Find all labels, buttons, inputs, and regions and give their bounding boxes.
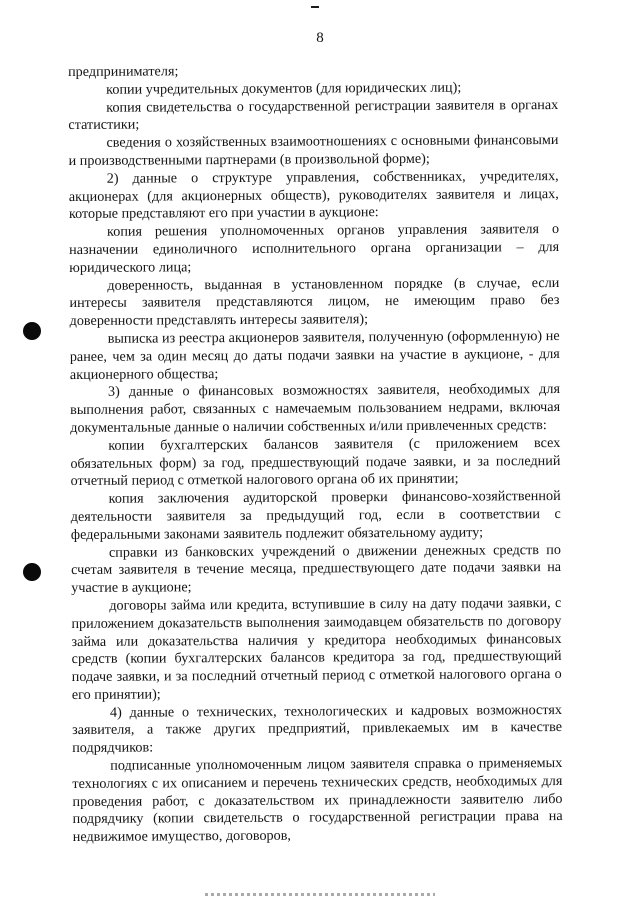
paragraph: сведения о хозяйственных взаимоотношениях с основными финансовыми и производственными партнерами (в произвольной форме); bbox=[68, 132, 559, 169]
paragraph-continuation: предпринимателя; bbox=[68, 63, 179, 80]
top-edge-mark bbox=[311, 6, 319, 8]
page-number: 8 bbox=[316, 30, 324, 46]
paragraph: подписанные уполномоченным лицом заявителя справка о применяемых технологиях с их описанием и перечень технических средств, необходимых для проведения работ, с доказательством их принадлежности заявителю либо подрядчику (копии свидетельств о государственной регистрации права на недвижимое имущество, договоров, bbox=[72, 755, 563, 846]
document-body bbox=[68, 61, 563, 847]
paragraph: копия решения уполномоченных органов управления заявителя о назначении единоличного исполнительного органа организации – для юридического лица; bbox=[69, 221, 560, 276]
paragraph: копия заключения аудиторской проверки финансово-хозяйственной деятельности заявителя за предыдущий год, если в соответствии с федеральными законами заявитель подлежит обязательному аудиту; bbox=[70, 488, 561, 543]
paragraph: 4) данные о технических, технологических и кадровых возможностях заявителя, а также других предприятий, привлекаемых им в качестве подрядчиков: bbox=[72, 701, 563, 757]
paragraph: копия свидетельства о государственной регистрации заявителя в органах статистики; bbox=[68, 96, 559, 134]
paragraph: выписка из реестра акционеров заявителя, полученную (оформленную) не ранее, чем за один месяц до даты подачи заявки на участие в аукционе, - для акционерного общества; bbox=[69, 327, 560, 383]
punch-hole bbox=[23, 563, 41, 581]
paragraph: 3) данные о финансовых возможностях заявителя, необходимых для выполнения работ, связанных с намечаемым пользованием недрами, включая документальные данные о наличии собственных и/или привлеченных средств: bbox=[70, 381, 561, 436]
bottom-scan-artifact bbox=[205, 893, 435, 896]
paragraph: копии бухгалтерских балансов заявителя (с приложением всех обязательных форм) за год, предшествующий подаче заявки, и за последний отчетный период с отметкой налогового органа об их принятии; bbox=[70, 434, 561, 490]
paragraph: доверенность, выданная в установленном порядке (в случае, если интересы заявителя представляются лицом, не имеющим право без доверенности представлять интересы заявителя); bbox=[69, 274, 560, 330]
paragraph: договоры займа или кредита, вступившие в силу на дату подачи заявки, с приложением доказательств выполнения заимодавцем обязательств по договору займа или доказательства наличия у кредитора необходимых финансовых средств (копии бухгалтерских балансов кредитора за год, предшествующий подаче заявки, и за последний отчетный период с отметкой налогового органа о его принятии); bbox=[71, 594, 562, 703]
paragraph: справки из банковских учреждений о движении денежных средств по счетам заявителя в течение месяца, предшествующего дате подачи заявки на участие в аукционе; bbox=[71, 541, 562, 597]
paragraph: 2) данные о структуре управления, собственниках, учредителях, акционерах (для акционерных обществ), руководителях заявителя и лицах, которые представляют его при участии в аукционе: bbox=[68, 167, 559, 223]
paragraph: копии учредительных документов (для юридических лиц); bbox=[106, 79, 462, 98]
punch-hole bbox=[23, 322, 41, 340]
